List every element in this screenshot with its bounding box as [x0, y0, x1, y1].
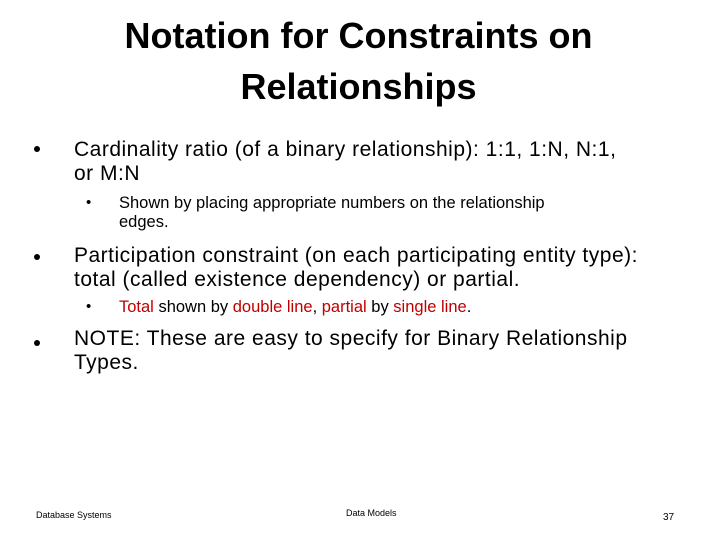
sub-bullet-dot-icon: •	[86, 298, 92, 315]
emphasis-single-line: single line	[393, 298, 467, 316]
text-segment: .	[466, 298, 472, 316]
footer-topic: Data Models	[346, 508, 397, 518]
bullet-text-line: Cardinality ratio (of a binary relationship): 1:1, 1:N, N:1,	[74, 138, 617, 161]
slide-title	[0, 10, 717, 112]
sub-bullet-text-line	[119, 298, 679, 317]
sub-bullet-dot-icon: •	[86, 194, 92, 211]
bullet-dot-icon	[34, 146, 40, 152]
text-segment: ,	[312, 298, 322, 316]
text-segment: by	[366, 298, 394, 316]
bullet-text-line: NOTE: These are easy to specify for Binary Relationship	[74, 327, 628, 350]
bullet-cardinality	[74, 138, 699, 186]
title-line-2: Relationships	[240, 66, 477, 107]
footer-course: Database Systems	[36, 510, 112, 520]
bullet-note	[74, 327, 699, 375]
sub-bullet-text-line: Shown by placing appropriate numbers on the relationship	[119, 194, 545, 212]
emphasis-partial: partial	[321, 298, 367, 316]
sub-bullet-cardinality	[119, 194, 679, 232]
text-segment: shown by	[153, 298, 233, 316]
title-line-1: Notation for Constraints on	[124, 15, 593, 56]
sub-bullet-participation	[119, 298, 679, 317]
bullet-dot-icon	[34, 340, 40, 346]
bullet-text-line: Types.	[74, 351, 139, 374]
emphasis-double-line: double line	[232, 298, 313, 316]
bullet-dot-icon	[34, 254, 40, 260]
emphasis-total: Total	[119, 298, 154, 316]
page-number: 37	[663, 512, 675, 523]
bullet-text-line: Participation constraint (on each participating entity type):	[74, 244, 638, 267]
bullet-participation	[74, 244, 699, 292]
sub-bullet-text-line: edges.	[119, 213, 169, 231]
bullet-text-line: or M:N	[74, 162, 140, 185]
bullet-text-line: total (called existence dependency) or partial.	[74, 268, 521, 291]
